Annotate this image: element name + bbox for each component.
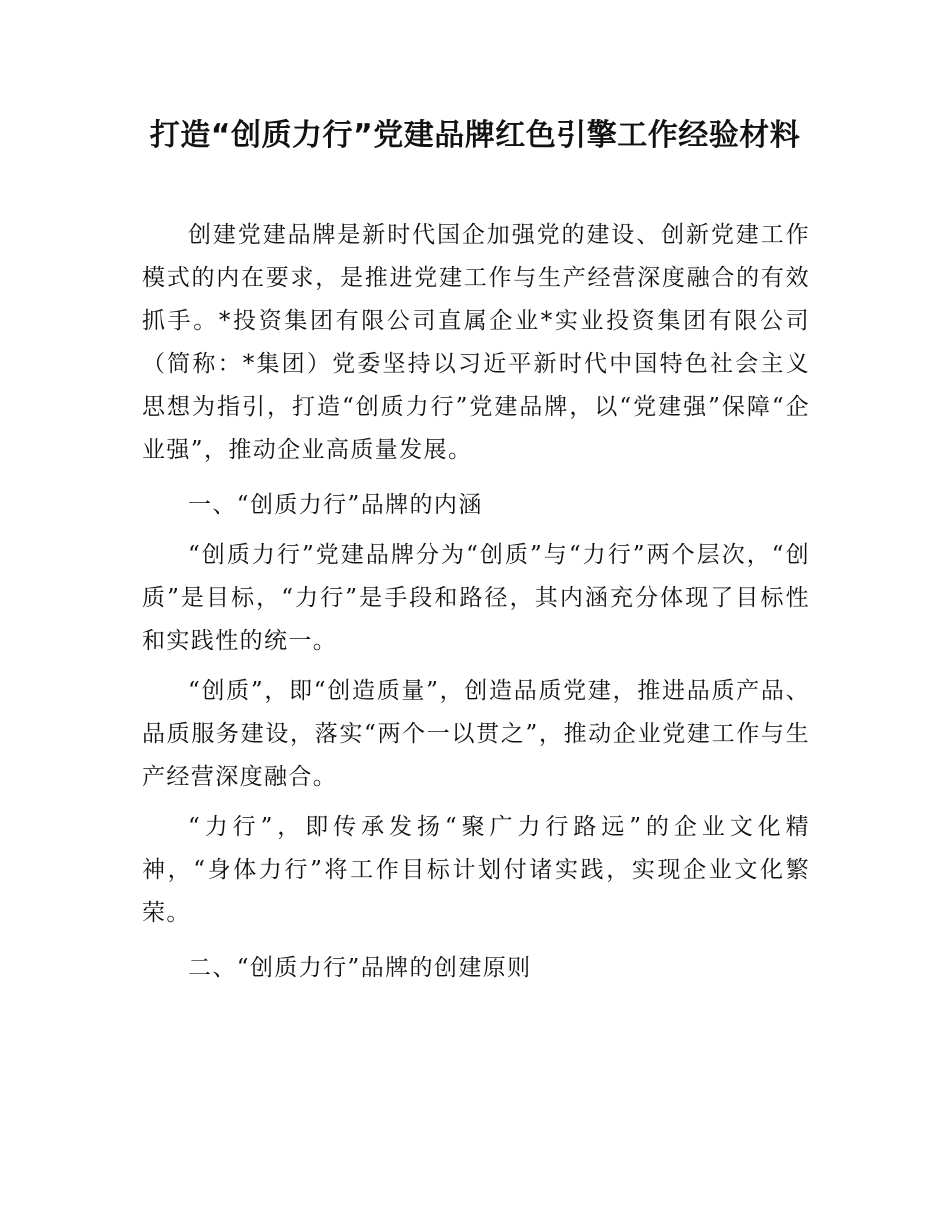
chuangzhi-paragraph: “创质”，即“创造质量”，创造品质党建，推进品质产品、品质服务建设，落实“两个一以贯之”，推动企业党建工作与生产经营深度融合。 xyxy=(142,678,810,790)
section-heading-2: 二、“创质力行”品牌的创建原则 xyxy=(188,955,532,981)
intro-paragraph: 创建党建品牌是新时代国企加强党的建设、创新党建工作模式的内在要求，是推进党建工作与生产经营深度融合的有效抓手。*投资集团有限公司直属企业*实业投资集团有限公司（简称：*集团）党委坚持以习近平新时代中国特色社会主义思想为指引，打造“创质力行”党建品牌，以“党建强”保障“企业强”，推动企业高质量发展。 xyxy=(142,222,810,463)
connotation-paragraph: “创质力行”党建品牌分为“创质”与“力行”两个层次，“创质”是目标，“力行”是手段和路径，其内涵充分体现了目标性和实践性的统一。 xyxy=(142,542,810,654)
lixing-paragraph: “力行”，即传承发扬“聚广力行路远”的企业文化精神，“身体力行”将工作目标计划付诸实践，实现企业文化繁荣。 xyxy=(142,814,810,926)
section-heading-1: 一、“创质力行”品牌的内涵 xyxy=(188,492,483,518)
document-title: 打造“创质力行”党建品牌红色引擎工作经验材料 xyxy=(149,118,801,153)
document-body xyxy=(142,214,810,996)
